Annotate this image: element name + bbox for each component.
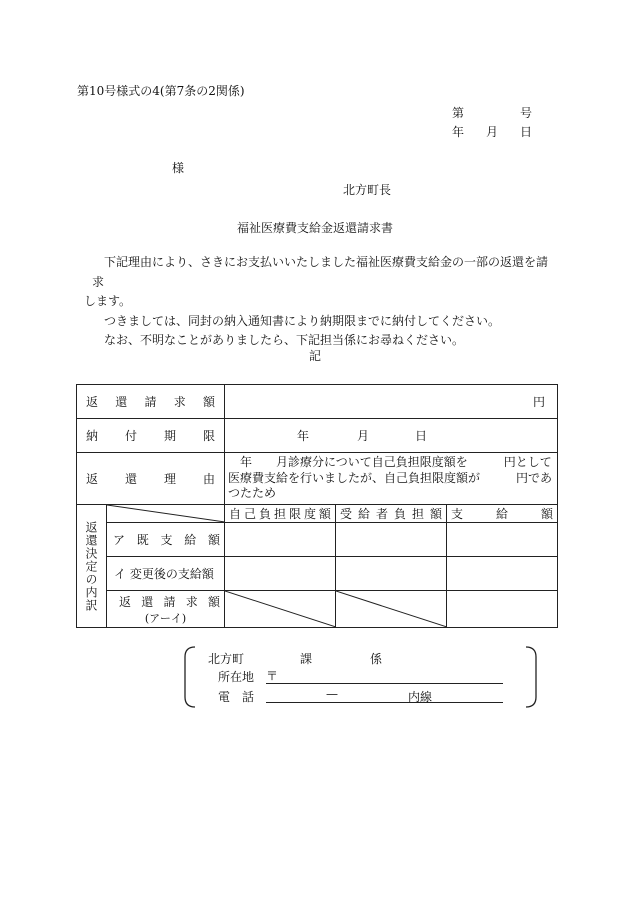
phone-label: 電 話 (218, 690, 255, 704)
contact-kakari: 係 (370, 652, 383, 666)
number-prefix: 第 (452, 106, 465, 120)
address-underline[interactable] (266, 683, 503, 684)
label-a-paid: ア 既 支 給 額 (107, 523, 225, 557)
diagonal-header-cell (107, 505, 225, 523)
contact-ka: 課 (300, 652, 313, 666)
value-reason[interactable] (225, 453, 558, 505)
reason-text: 年 月診療分について自己負担限度額を 円として医療費支給を行いましたが、自己負担限度額が 円であつたため (228, 455, 553, 501)
refund-formula-note: (アーイ) (144, 611, 187, 625)
cell-a-limit[interactable] (225, 523, 336, 557)
date-line (452, 123, 532, 140)
cell-b-limit[interactable] (225, 557, 336, 591)
row-reason (77, 453, 558, 505)
body-text (84, 253, 558, 351)
row-refund-diff (77, 591, 558, 628)
diagonal-line (107, 505, 225, 522)
colhead-burden: 受 給 者 負 担 額 (336, 505, 447, 523)
row-deadline (77, 419, 558, 453)
address-label: 所在地 (218, 670, 255, 684)
phone-dash: — (326, 687, 338, 701)
addressee: 様 (172, 161, 185, 175)
contact-town: 北方町 (208, 652, 245, 666)
phone-underline[interactable] (266, 702, 503, 703)
deadline-year: 年 (297, 429, 310, 443)
cell-refund-burden-struck (336, 591, 447, 628)
date-month: 月 (485, 125, 498, 139)
deadline-day: 日 (415, 429, 428, 443)
deadline-month: 月 (357, 429, 370, 443)
cell-b-burden[interactable] (336, 557, 447, 591)
label-refund-diff: 返 還 請 求 額 (アーイ) (107, 591, 225, 628)
cell-refund-limit-struck (225, 591, 336, 628)
document-number-line (452, 104, 532, 121)
number-suffix: 号 (519, 106, 532, 120)
label-reason: 返 還 理 由 (77, 453, 225, 505)
cell-a-burden[interactable] (336, 523, 447, 557)
colhead-limit: 自 己 負 担 限 度 額 (225, 505, 336, 523)
row-breakdown-header (77, 505, 558, 523)
date-year: 年 (452, 125, 465, 139)
ki-heading: 記 (308, 349, 321, 363)
cell-refund-payment[interactable] (447, 591, 558, 628)
label-b-changed: イ 変更後の支給額 (107, 557, 225, 591)
label-deadline: 納 付 期 限 (77, 419, 225, 453)
refund-table (76, 384, 558, 628)
value-deadline[interactable] (225, 419, 558, 453)
postal-mark: 〒 (266, 669, 279, 683)
cell-b-payment[interactable] (447, 557, 558, 591)
sender: 北方町長 (343, 183, 392, 197)
value-refund-amount[interactable] (225, 385, 558, 419)
document-title: 福祉医療費支給金返還請求書 (236, 221, 393, 235)
label-refund-amount: 返 還 請 求 額 (77, 385, 225, 419)
body-para3: なお、不明なことがありましたら、下記担当係にお尋ねください。 (104, 333, 465, 347)
body-para2: つきましては、同封の納入通知書により納期限までに納付してください。 (104, 313, 501, 328)
date-day: 日 (519, 125, 532, 139)
strike-line-1 (225, 591, 336, 627)
form-id: 第10号様式の4(第7条の2関係) (77, 84, 245, 98)
cell-a-payment[interactable] (447, 523, 558, 557)
row-a-paid (77, 523, 558, 557)
colhead-payment: 支 給 額 (447, 505, 558, 523)
body-para1-b: します。 (84, 294, 132, 308)
row-b-changed (77, 557, 558, 591)
yen-unit: 円 (533, 395, 546, 409)
body-para1-a: 下記理由により、さきにお支払いいたしました福祉医療費支給金の一部の返還を請求 (92, 255, 549, 289)
row-refund-amount (77, 385, 558, 419)
extension-label: 内線 (408, 690, 433, 704)
breakdown-side-label: 返還決定の内訳 (77, 505, 107, 628)
strike-line-2 (336, 591, 447, 627)
